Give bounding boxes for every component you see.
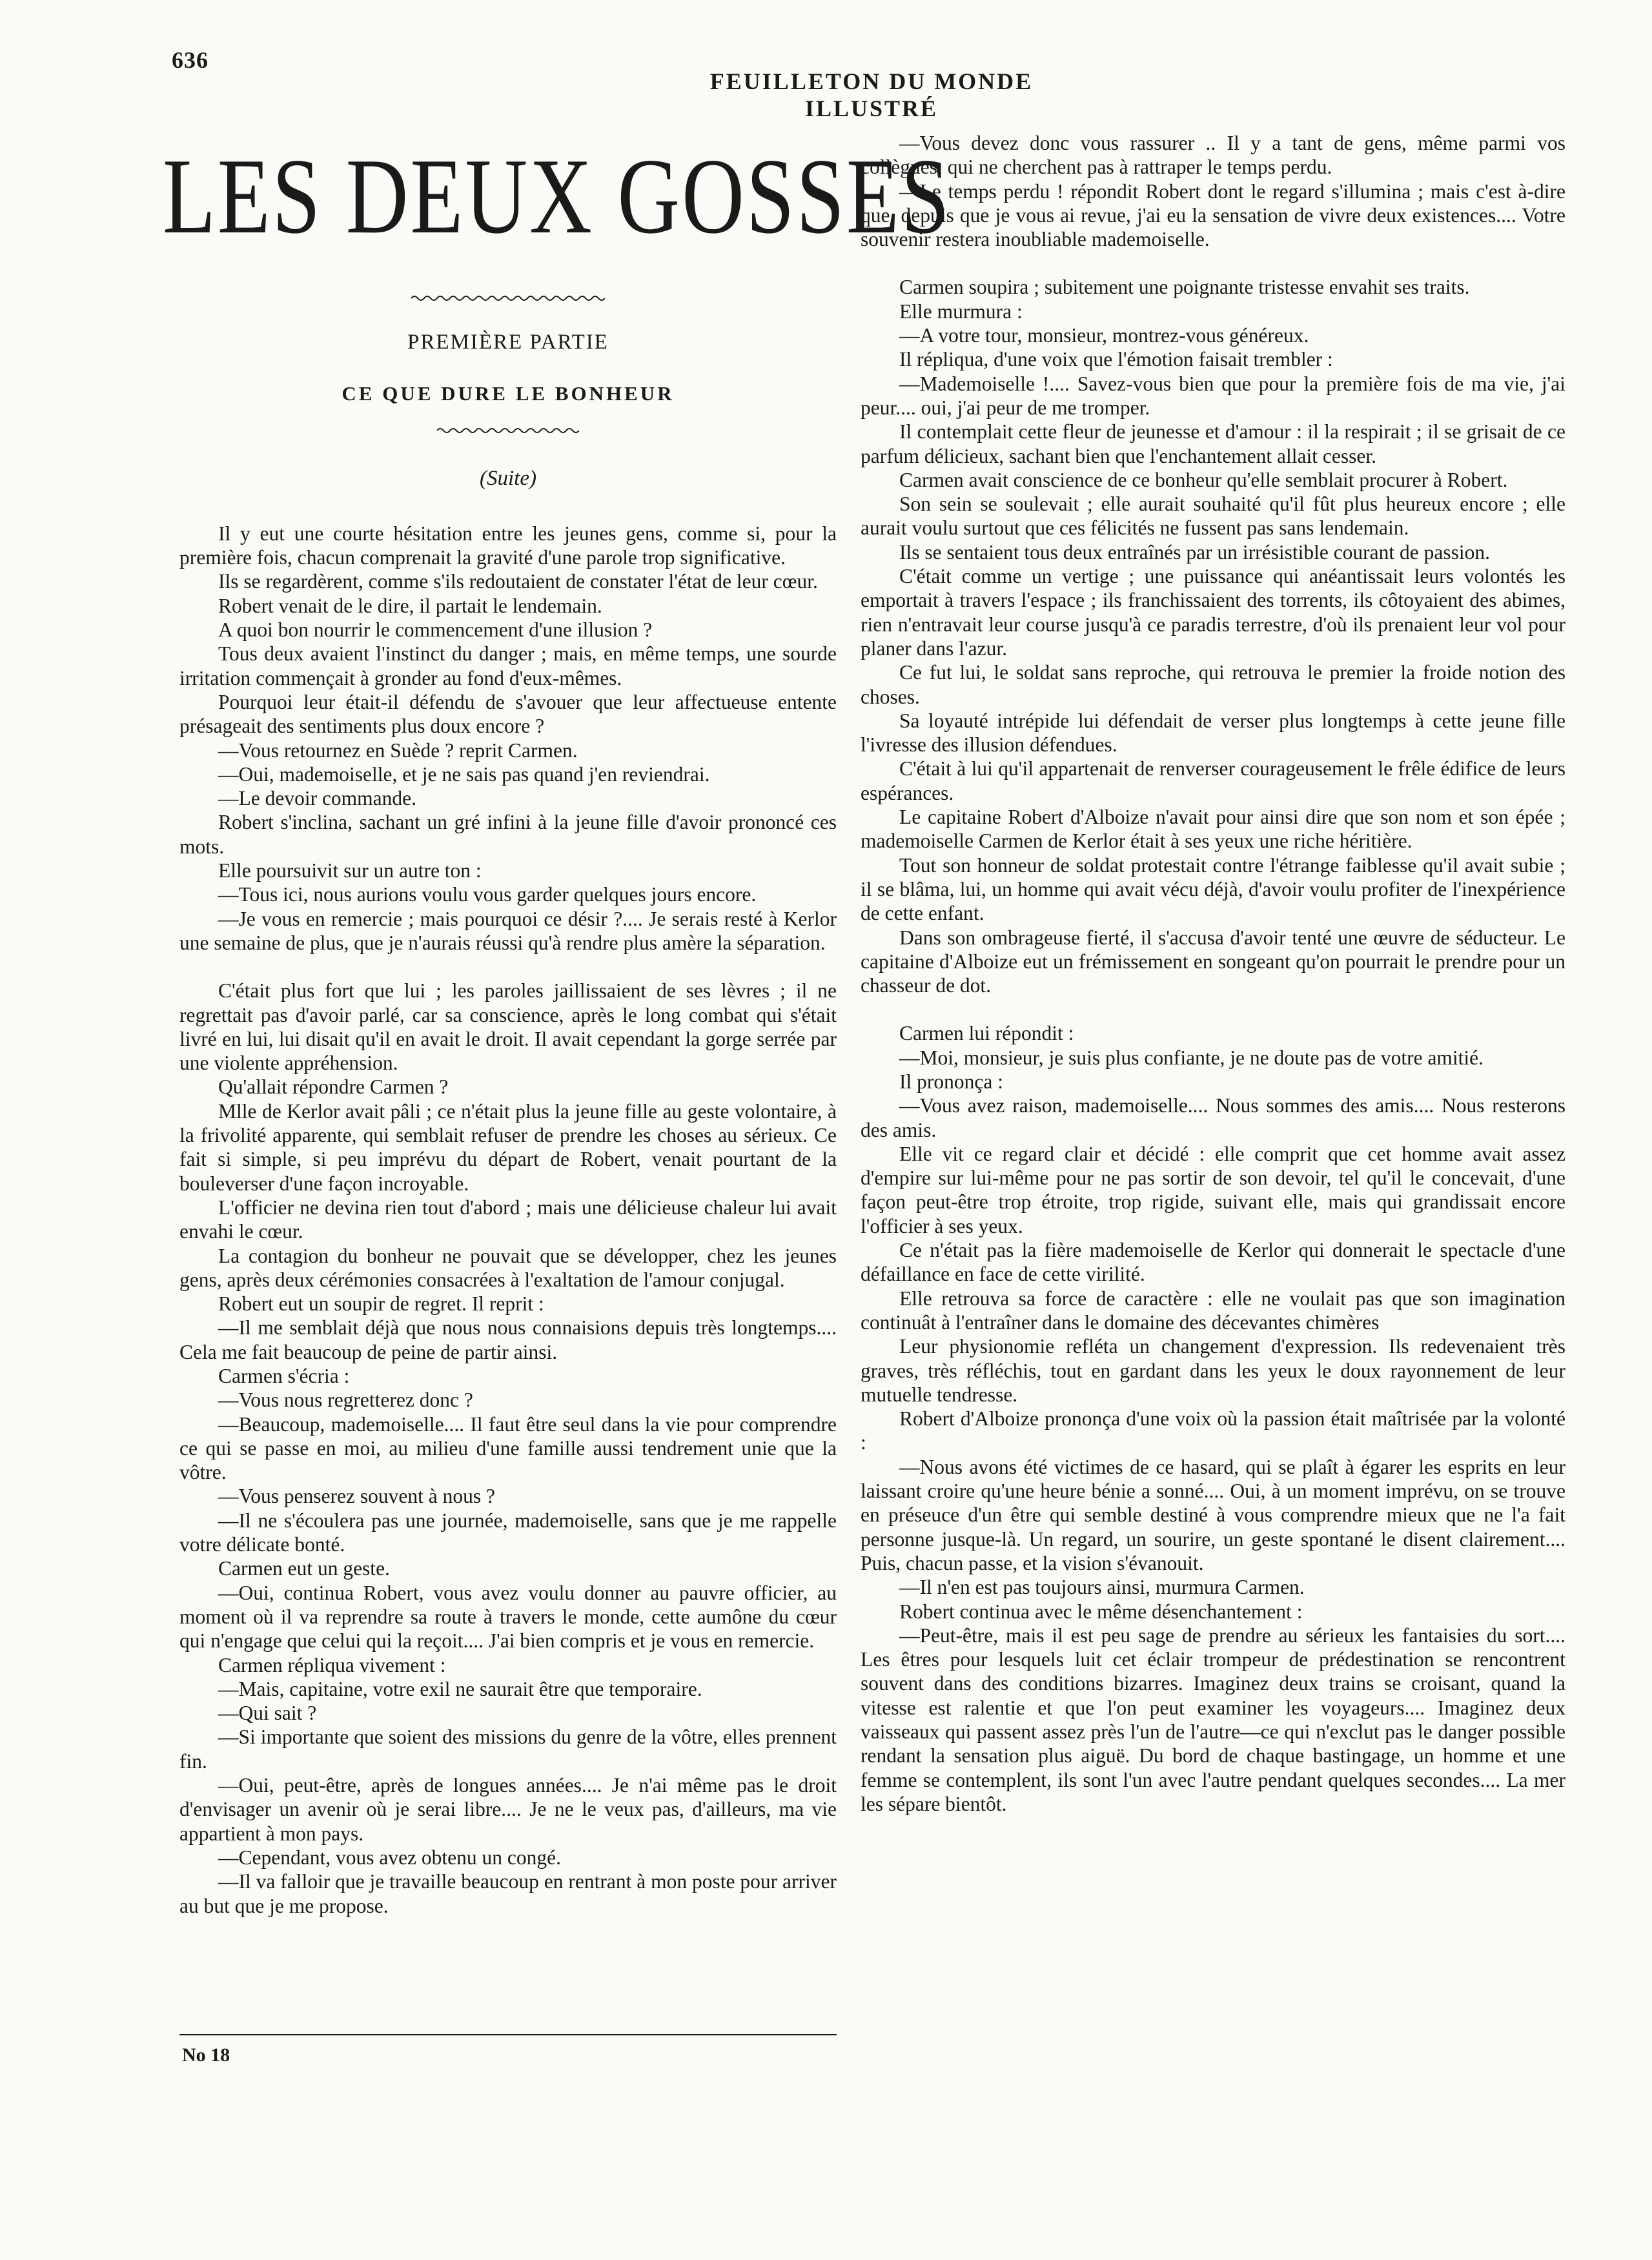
paragraph: Il prononça : — [899, 1070, 1003, 1093]
chapter-title: CE QUE DURE LE BONHEUR — [342, 382, 675, 405]
paragraph: Carmen répliqua vivement : — [218, 1653, 446, 1676]
paragraph: —Oui, peut-être, après de longues années.... Je n'ai même pas le droit d'envisager un avenir où je serai libre.... Je ne le veux pas, d'ailleurs, ma vie appartient à mon pays. — [179, 1774, 837, 1845]
issue-number: No 18 — [182, 2044, 230, 2066]
paragraph: Ils se sentaient tous deux entraînés par un irrésistible courant de passion. — [899, 540, 1491, 564]
wave-ornament-chapter — [437, 425, 579, 436]
paragraph: —Beaucoup, mademoiselle.... Il faut être seul dans la vie pour comprendre ce qui se passe en moi, au milieu d'une famille aussi tendrement unie que la vôtre. — [179, 1412, 837, 1484]
paragraph: Carmen soupira ; subitement une poignante tristesse envahit ses traits. — [899, 276, 1470, 299]
paragraph: Carmen s'écria : — [218, 1364, 350, 1387]
page-number: 636 — [172, 47, 209, 73]
paragraph: Robert continua avec le même désenchantement : — [899, 1600, 1303, 1623]
paragraph: —A votre tour, monsieur, montrez-vous généreux. — [899, 324, 1309, 347]
paragraph: A quoi bon nourrir le commencement d'une illusion ? — [218, 618, 653, 642]
paragraph: —Nous avons été victimes de ce hasard, qui se plaît à égarer les esprits en leur laissant croire qu'une heure bénie a sonné.... Oui, à un moment imprévu, on se trouve en préseuce d'un être qui semble destiné à vous comprendre mieux que ne l'a fait personne jusque-là. Un regard, un sourire, un geste spontané le disent clairement.... Puis, chacun passe, et la vision s'évanouit. — [861, 1455, 1565, 1574]
paragraph: —Le devoir commande. — [218, 787, 417, 810]
paragraph: Robert s'inclina, sachant un gré infini à la jeune fille d'avoir prononcé ces mots. — [179, 811, 837, 858]
paragraph: —Il n'en est pas toujours ainsi, murmura Carmen. — [899, 1576, 1305, 1599]
paragraph: —Vous nous regretterez donc ? — [218, 1389, 473, 1412]
paragraph: Robert d'Alboize prononça d'une voix où la passion était maîtrisée par la volonté : — [861, 1407, 1565, 1454]
paragraph: Ce n'était pas la fière mademoiselle de Kerlor qui donnerait le spectacle d'une défaillance en face de cette virilité. — [861, 1239, 1565, 1286]
paragraph: Carmen eut un geste. — [218, 1557, 390, 1580]
paragraph: —Je vous en remercie ; mais pourquoi ce désir ?.... Je serais resté à Kerlor une semaine de plus, que je n'aurais réussi qu'à rendre plus amère la séparation. — [179, 907, 837, 954]
paragraph: La contagion du bonheur ne pouvait que se développer, chez les jeunes gens, après deux cérémonies consacrées à l'exaltation de l'amour conjugal. — [179, 1244, 837, 1291]
paragraph: Qu'allait répondre Carmen ? — [218, 1075, 449, 1099]
footer-rule — [179, 2034, 837, 2035]
paragraph: Robert venait de le dire, il partait le lendemain. — [218, 594, 602, 617]
paragraph: Il répliqua, d'une voix que l'émotion faisait trembler : — [899, 348, 1333, 371]
part-title: PREMIÈRE PARTIE — [407, 331, 609, 354]
paragraph: —Vous penserez souvent à nous ? — [218, 1485, 495, 1508]
paragraph: Tout son honneur de soldat protestait contre l'étrange faiblesse qu'il avait subie ; il se blâma, lui, un homme qui avait vécu déjà, d'avoir voulu profiter de l'inexpérience de cette enfant. — [861, 853, 1565, 925]
right-column — [861, 131, 1565, 1816]
paragraph: Elle poursuivit sur un autre ton : — [218, 859, 482, 882]
paragraph: —Si importante que soient des missions du genre de la vôtre, elles prennent fin. — [179, 1726, 837, 1773]
paragraph: —Vous devez donc vous rassurer .. Il y a tant de gens, même parmi vos collègues, qui ne cherchent pas à rattraper le temps perdu. — [861, 132, 1565, 179]
paragraph: Sa loyauté intrépide lui défendait de verser plus longtemps à cette jeune fille l'ivresse des illusion défendues. — [861, 709, 1565, 757]
paragraph: Ce fut lui, le soldat sans reproche, qui retrouva le premier la froide notion des choses. — [861, 661, 1565, 708]
paragraph: —Qui sait ? — [218, 1702, 317, 1725]
paragraph: —Mademoiselle !.... Savez-vous bien que pour la première fois de ma vie, j'ai peur.... oui, j'ai peur de me tromper. — [861, 372, 1565, 419]
left-text — [179, 522, 837, 1918]
paragraph: Dans son ombrageuse fierté, il s'accusa d'avoir tenté une œuvre de séducteur. Le capitaine d'Alboize eut un frémissement en songeant qu'on pourrait le prendre pour un chasseur de dot. — [861, 926, 1565, 997]
paragraph: Elle vit ce regard clair et décidé : elle comprit que cet homme avait assez d'empire sur lui-même pour ne pas sortir de son devoir, tel qu'il le concevait, d'une façon peut-être trop étroite, trop rigide, suivant elle, mais qui grandissait encore l'officier à ses yeux. — [861, 1142, 1565, 1237]
suite-label: (Suite) — [480, 466, 536, 490]
paragraph: —Vous avez raison, mademoiselle.... Nous sommes des amis.... Nous resterons des amis. — [861, 1094, 1565, 1141]
paragraph: —Mais, capitaine, votre exil ne saurait être que temporaire. — [218, 1677, 702, 1700]
paragraph: Mlle de Kerlor avait pâli ; ce n'était plus la jeune fille au geste volontaire, à la frivolité apparente, qui semblait refuser de prendre les choses au sérieux. Ce fait si simple, si peu imprévu du départ de Robert, venait pourtant de la bouleverser d'une façon incroyable. — [179, 1099, 837, 1195]
paragraph: Il y eut une courte hésitation entre les jeunes gens, comme si, pour la première fois, chacun comprenait la gravité d'une parole trop significative. — [179, 522, 837, 569]
paragraph: Ils se regardèrent, comme s'ils redoutaient de constater l'état de leur cœur. — [218, 570, 818, 593]
paragraph: C'était comme un vertige ; une puissance qui anéantissait leurs volontés les emportait à travers l'espace ; ils franchissaient des torrents, ils côtoyaient des abimes, rien n'entravait leur course jusqu'à ce paradis terrestre, d'où ils prenaient leur vol pour planer dans l'azur. — [861, 565, 1565, 660]
paragraph: C'était plus fort que lui ; les paroles jaillissaient de ses lèvres ; il ne regrettait pas d'avoir parlé, car sa conscience, après le long combat qui s'était livré en lui, lui disait qu'il en avait le droit. Il avait cependant la gorge serrée par une violente appréhension. — [179, 979, 837, 1075]
paragraph: Leur physionomie refléta un changement d'expression. Ils redevenaient très graves, très réfléchis, tout en gardant dans les yeux le doux rayonnement de leur mutuelle tendresse. — [861, 1335, 1565, 1406]
paragraph: Robert eut un soupir de regret. Il reprit : — [218, 1292, 544, 1316]
paragraph: Il contemplait cette fleur de jeunesse et d'amour : il la respirait ; il se grisait de ce parfum délicieux, sachant bien que l'enchantement allait cesser. — [861, 420, 1565, 467]
paragraph: Carmen avait conscience de ce bonheur qu'elle semblait procurer à Robert. — [899, 468, 1508, 491]
paragraph: Elle murmura : — [899, 300, 1023, 323]
paragraph: Son sein se soulevait ; elle aurait souhaité qu'il fût plus heureux encore ; elle aurait voulu surtout que ces félicités ne fussent pas sans lendemain. — [861, 493, 1565, 540]
paragraph: —Moi, monsieur, je suis plus confiante, je ne doute pas de votre amitié. — [899, 1046, 1484, 1069]
paragraph: —Il me semblait déjà que nous nous connaisions depuis très longtemps.... Cela me fait beaucoup de peine de partir ainsi. — [179, 1316, 837, 1363]
running-title: FEUILLETON DU MONDE ILLUSTRÉ — [709, 68, 1034, 121]
paragraph: Carmen lui répondit : — [899, 1022, 1074, 1045]
paragraph: Tous deux avaient l'instinct du danger ; mais, en même temps, une sourde irritation commençait à gronder au fond d'eux-mêmes. — [179, 642, 837, 689]
story-title: LES DEUX GOSSES — [163, 136, 952, 256]
paragraph: —Tous ici, nous aurions voulu vous garder quelques jours encore. — [218, 883, 757, 906]
paragraph: C'était à lui qu'il appartenait de renverser courageusement le frêle édifice de leurs espérances. — [861, 757, 1565, 804]
paragraph: —Vous retournez en Suède ? reprit Carmen. — [218, 738, 578, 762]
paragraph: —Il va falloir que je travaille beaucoup en rentrant à mon poste pour arriver au but que je me propose. — [179, 1870, 837, 1917]
paragraph: Pourquoi leur était-il défendu de s'avouer que leur affectueuse entente présageait des sentiments plus doux encore ? — [179, 690, 837, 738]
wave-ornament-top — [411, 293, 605, 303]
right-text — [861, 131, 1565, 1816]
paragraph: —Oui, mademoiselle, et je ne sais pas quand j'en reviendrai. — [218, 762, 710, 786]
paragraph: —Cependant, vous avez obtenu un congé. — [218, 1846, 561, 1869]
paragraph: —Oui, continua Robert, vous avez voulu donner au pauvre officier, au moment où il va reprendre sa route à travers le monde, cette aumône du cœur qui n'engage que celui qui la reçoit.... J'ai bien compris et je vous en remercie. — [179, 1581, 837, 1653]
paragraph: Le capitaine Robert d'Alboize n'avait pour ainsi dire que son nom et son épée ; mademoiselle Carmen de Kerlor était à ses yeux une riche héritière. — [861, 806, 1565, 853]
paragraph: Elle retrouva sa force de caractère : elle ne voulait pas que son imagination continuât à l'entraîner dans le domaine des décevantes chimères — [861, 1287, 1565, 1334]
paragraph: —Peut-être, mais il est peu sage de prendre au sérieux les fantaisies du sort.... Les êtres pour lesquels luit cet éclair trompeur de prédestination se rencontrent souvent dans des conditions bizarres. Imaginez deux trains se croisant, quand la vitesse est ralentie et que l'on peut examiner les voyageurs.... Imaginez deux vaisseaux qui passent assez près l'un de l'autre—ce qui n'exclut pas le danger possible rendant la sensation plus aiguë. Du bord de chaque bastingage, un homme et une femme se contemplent, ils sont l'un avec l'autre pendant quelques secondes.... La mer les sépare bientôt. — [861, 1624, 1565, 1815]
paragraph: L'officier ne devina rien tout d'abord ; mais une délicieuse chaleur lui avait envahi le cœur. — [179, 1196, 837, 1243]
paragraph: —Il ne s'écoulera pas une journée, mademoiselle, sans que je me rappelle votre délicate bonté. — [179, 1509, 837, 1556]
paragraph: —Le temps perdu ! répondit Robert dont le regard s'illumina ; mais c'est à-dire que, depuis que je vous ai revue, j'ai eu la sensation de vivre deux existences.... Votre souvenir restera inoubliable mademoiselle. — [861, 179, 1565, 251]
